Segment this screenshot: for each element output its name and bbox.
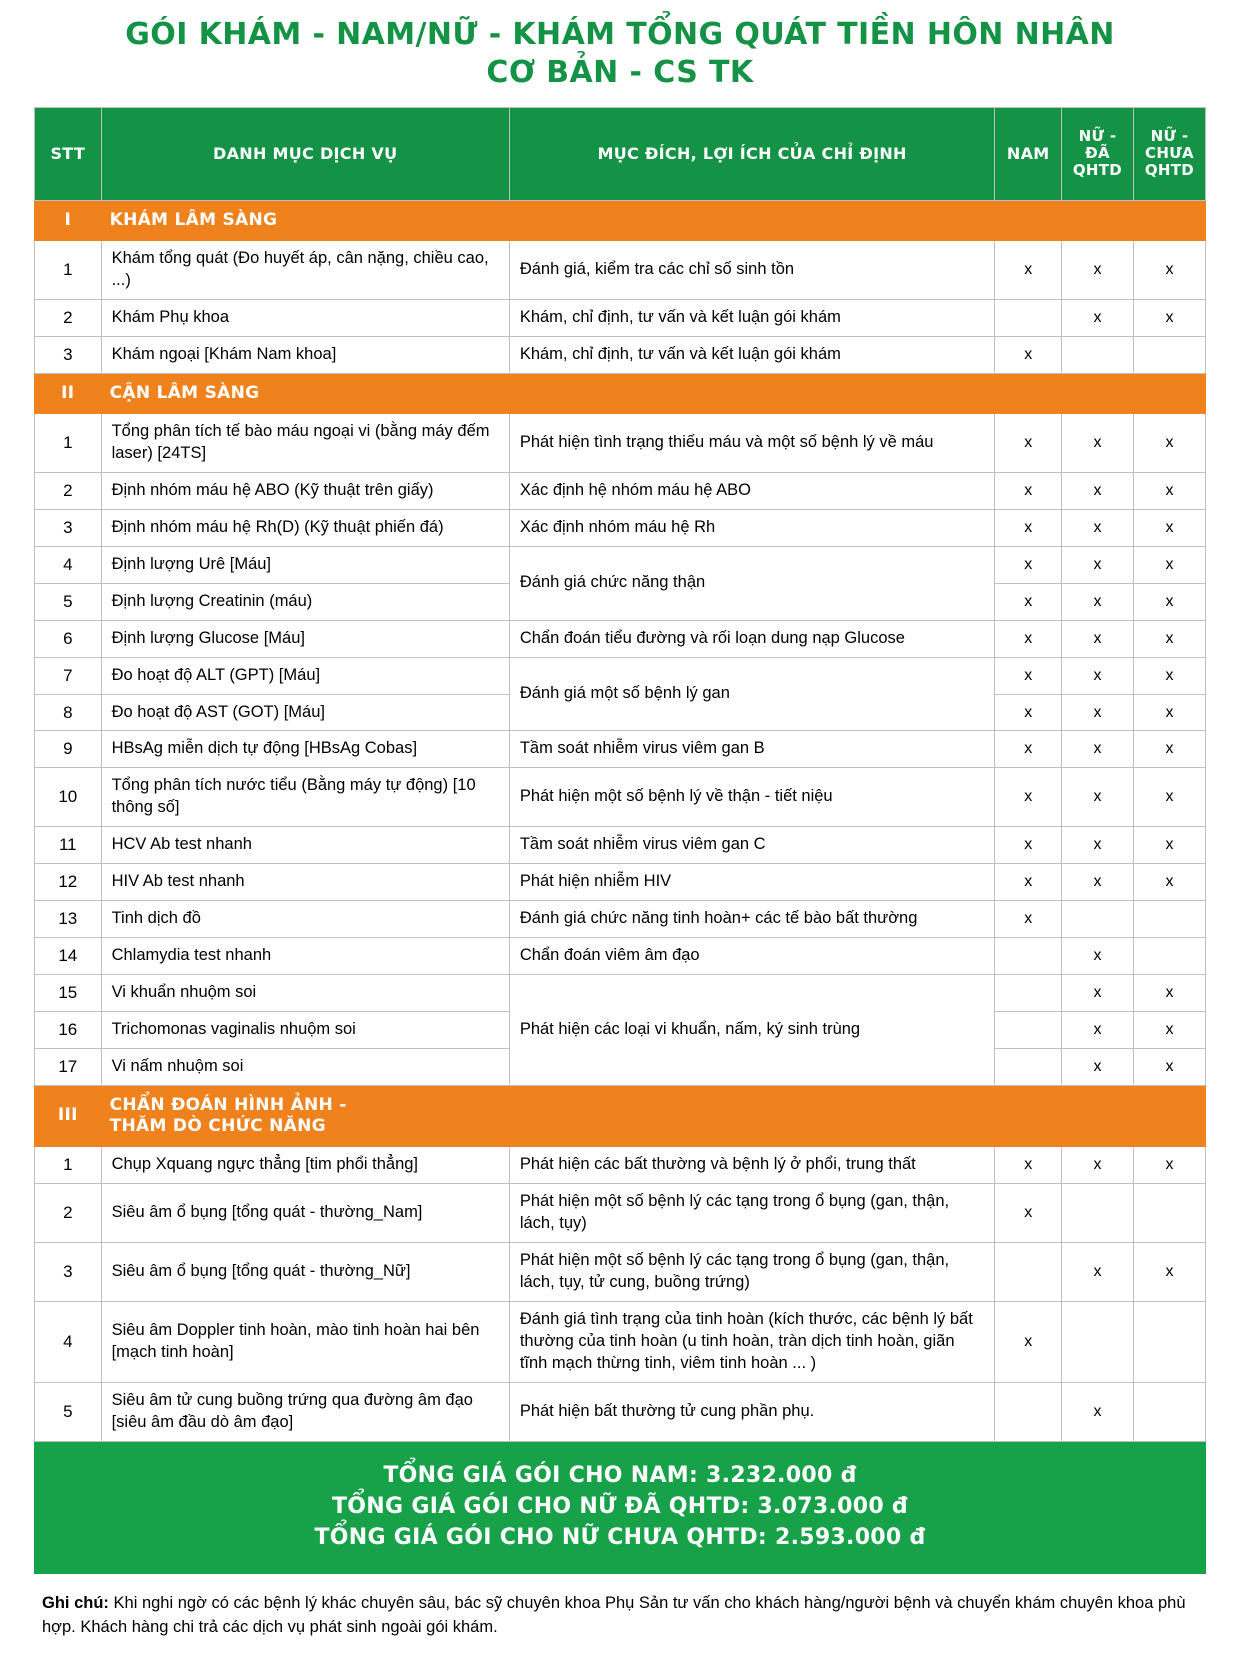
- footer-note-text: Khi nghi ngờ có các bệnh lý khác chuyên sâu, bác sỹ chuyên khoa Phụ Sản tư vấn cho khách hàng/người bệnh và chuyển khám chuyên khoa phù hợp. Khách hàng chi trả các dịch vụ phát sinh ngoài gói khám.: [42, 1594, 1186, 1636]
- page-title-line-1: GÓI KHÁM - NAM/NỮ - KHÁM TỔNG QUÁT TIỀN HÔN NHÂN: [125, 17, 1115, 52]
- service-name-cell: Tinh dịch đồ: [101, 901, 509, 938]
- mark-cell-nu-da-qhtd: x: [1062, 546, 1134, 583]
- mark-cell-nam: [995, 1048, 1062, 1085]
- section-number: I: [35, 200, 102, 240]
- table-body: [35, 200, 1206, 1441]
- section-filler-nu-chua: [1133, 1085, 1205, 1147]
- section-row: [35, 200, 1206, 240]
- row-index-cell: 4: [35, 546, 102, 583]
- mark-cell-nam: x: [995, 509, 1062, 546]
- footer-note: [0, 1574, 1240, 1659]
- table-row: [35, 1147, 1206, 1184]
- row-index-cell: 10: [35, 768, 102, 827]
- mark-cell-nu-da-qhtd: [1062, 1302, 1134, 1383]
- service-purpose-cell: Phát hiện một số bệnh lý các tạng trong ổ bụng (gan, thận, lách, tụy): [509, 1184, 995, 1243]
- col-header-nam: NAM: [995, 107, 1062, 200]
- mark-cell-nam: x: [995, 241, 1062, 300]
- service-name-cell: Định lượng Creatinin (máu): [101, 583, 509, 620]
- service-name-cell: HIV Ab test nhanh: [101, 864, 509, 901]
- mark-cell-nu-chua-qhtd: x: [1133, 1243, 1205, 1302]
- mark-cell-nu-da-qhtd: x: [1062, 509, 1134, 546]
- mark-cell-nu-chua-qhtd: x: [1133, 864, 1205, 901]
- service-name-cell: HBsAg miễn dịch tự động [HBsAg Cobas]: [101, 731, 509, 768]
- row-index-cell: 8: [35, 694, 102, 731]
- col-header-service: DANH MỤC DỊCH VỤ: [101, 107, 509, 200]
- service-name-cell: Vi khuẩn nhuộm soi: [101, 975, 509, 1012]
- row-index-cell: 14: [35, 938, 102, 975]
- row-index-cell: 13: [35, 901, 102, 938]
- section-label-line-2: THĂM DÒ CHỨC NĂNG: [109, 1116, 326, 1137]
- service-name-cell: Khám Phụ khoa: [101, 299, 509, 336]
- service-name-cell: Đo hoạt độ AST (GOT) [Máu]: [101, 694, 509, 731]
- section-label: [101, 1085, 509, 1147]
- mark-cell-nam: x: [995, 414, 1062, 473]
- mark-cell-nu-chua-qhtd: x: [1133, 241, 1205, 300]
- table-row: [35, 509, 1206, 546]
- mark-cell-nu-da-qhtd: x: [1062, 1011, 1134, 1048]
- service-purpose-cell: Đánh giá tình trạng của tinh hoàn (kích thước, các bệnh lý bất thường của tinh hoàn (u tinh hoàn, tràn dịch tinh hoàn, giãn tĩnh mạch thừng tinh, viêm tinh hoàn ... ): [509, 1302, 995, 1383]
- mark-cell-nu-chua-qhtd: [1133, 938, 1205, 975]
- mark-cell-nam: [995, 938, 1062, 975]
- table-row: [35, 731, 1206, 768]
- mark-cell-nam: x: [995, 1147, 1062, 1184]
- service-purpose-cell: Xác định nhóm máu hệ Rh: [509, 509, 995, 546]
- mark-cell-nu-da-qhtd: [1062, 336, 1134, 373]
- table-row: [35, 299, 1206, 336]
- row-index-cell: 12: [35, 864, 102, 901]
- service-purpose-cell: Chẩn đoán tiểu đường và rối loạn dung nạp Glucose: [509, 620, 995, 657]
- mark-cell-nu-da-qhtd: x: [1062, 864, 1134, 901]
- table-row: [35, 546, 1206, 583]
- col-header-stt: STT: [35, 107, 102, 200]
- table-row: [35, 241, 1206, 300]
- mark-cell-nu-da-qhtd: x: [1062, 975, 1134, 1012]
- service-purpose-cell: Phát hiện một số bệnh lý về thận - tiết niệu: [509, 768, 995, 827]
- mark-cell-nu-chua-qhtd: x: [1133, 546, 1205, 583]
- mark-cell-nu-chua-qhtd: [1133, 336, 1205, 373]
- service-purpose-cell: Đánh giá, kiểm tra các chỉ số sinh tồn: [509, 241, 995, 300]
- mark-cell-nu-da-qhtd: x: [1062, 620, 1134, 657]
- service-purpose-cell: Phát hiện một số bệnh lý các tạng trong ổ bụng (gan, thận, lách, tụy, tử cung, buồng trứng): [509, 1243, 995, 1302]
- row-index-cell: 1: [35, 1147, 102, 1184]
- mark-cell-nam: x: [995, 546, 1062, 583]
- col-header-nu-da-qhtd: NỮ - ĐÃ QHTD: [1062, 107, 1134, 200]
- table-row: [35, 1243, 1206, 1302]
- mark-cell-nu-da-qhtd: x: [1062, 299, 1134, 336]
- table-row: [35, 901, 1206, 938]
- table-row: [35, 657, 1206, 694]
- mark-cell-nu-da-qhtd: x: [1062, 694, 1134, 731]
- table-row: [35, 827, 1206, 864]
- mark-cell-nu-da-qhtd: x: [1062, 768, 1134, 827]
- table-row: [35, 472, 1206, 509]
- service-purpose-cell: Khám, chỉ định, tư vấn và kết luận gói khám: [509, 336, 995, 373]
- mark-cell-nu-chua-qhtd: x: [1133, 620, 1205, 657]
- section-filler-purpose: [509, 373, 995, 413]
- mark-cell-nu-chua-qhtd: [1133, 1302, 1205, 1383]
- table-row: [35, 1382, 1206, 1441]
- table-row: [35, 864, 1206, 901]
- section-filler-nu-chua: [1133, 373, 1205, 413]
- table-row: [35, 768, 1206, 827]
- totals-panel: [34, 1442, 1206, 1575]
- service-name-cell: Chụp Xquang ngực thẳng [tim phổi thẳng]: [101, 1147, 509, 1184]
- mark-cell-nu-da-qhtd: x: [1062, 472, 1134, 509]
- service-purpose-cell: Phát hiện tình trạng thiếu máu và một số bệnh lý về máu: [509, 414, 995, 473]
- mark-cell-nu-chua-qhtd: x: [1133, 657, 1205, 694]
- page-title-line-2: CƠ BẢN - CS TK: [486, 55, 754, 91]
- service-purpose-cell: Đánh giá chức năng thận: [509, 546, 995, 620]
- mark-cell-nu-chua-qhtd: x: [1133, 827, 1205, 864]
- service-name-cell: Tổng phân tích nước tiểu (Bằng máy tự động) [10 thông số]: [101, 768, 509, 827]
- section-number: III: [35, 1085, 102, 1147]
- row-index-cell: 3: [35, 336, 102, 373]
- table-row: [35, 975, 1206, 1012]
- table-row: [35, 620, 1206, 657]
- service-purpose-cell: Tầm soát nhiễm virus viêm gan B: [509, 731, 995, 768]
- footer-note-label: Ghi chú:: [42, 1594, 109, 1613]
- service-name-cell: Đo hoạt độ ALT (GPT) [Máu]: [101, 657, 509, 694]
- row-index-cell: 3: [35, 1243, 102, 1302]
- mark-cell-nu-chua-qhtd: x: [1133, 472, 1205, 509]
- mark-cell-nu-da-qhtd: x: [1062, 1048, 1134, 1085]
- mark-cell-nu-da-qhtd: x: [1062, 1147, 1134, 1184]
- service-name-cell: Vi nấm nhuộm soi: [101, 1048, 509, 1085]
- mark-cell-nu-chua-qhtd: x: [1133, 414, 1205, 473]
- section-filler-nu-da: [1062, 200, 1134, 240]
- mark-cell-nu-chua-qhtd: x: [1133, 509, 1205, 546]
- section-filler-nu-da: [1062, 373, 1134, 413]
- row-index-cell: 1: [35, 414, 102, 473]
- mark-cell-nu-chua-qhtd: x: [1133, 1011, 1205, 1048]
- section-label-line-1: CHẨN ĐOÁN HÌNH ẢNH -: [109, 1094, 347, 1115]
- service-purpose-cell: Phát hiện nhiễm HIV: [509, 864, 995, 901]
- service-name-cell: Siêu âm ổ bụng [tổng quát - thường_Nữ]: [101, 1243, 509, 1302]
- mark-cell-nu-chua-qhtd: x: [1133, 975, 1205, 1012]
- mark-cell-nam: x: [995, 901, 1062, 938]
- mark-cell-nu-da-qhtd: x: [1062, 414, 1134, 473]
- mark-cell-nu-chua-qhtd: [1133, 1382, 1205, 1441]
- table-row: [35, 336, 1206, 373]
- row-index-cell: 15: [35, 975, 102, 1012]
- section-label: CẬN LÂM SÀNG: [101, 373, 509, 413]
- row-index-cell: 3: [35, 509, 102, 546]
- mark-cell-nu-chua-qhtd: [1133, 901, 1205, 938]
- service-name-cell: Khám tổng quát (Đo huyết áp, cân nặng, chiều cao, ...): [101, 241, 509, 300]
- row-index-cell: 6: [35, 620, 102, 657]
- row-index-cell: 7: [35, 657, 102, 694]
- total-price-nam: TỔNG GIÁ GÓI CHO NAM: 3.232.000 đ: [383, 1462, 857, 1488]
- service-name-cell: HCV Ab test nhanh: [101, 827, 509, 864]
- service-name-cell: Siêu âm tử cung buồng trứng qua đường âm đạo [siêu âm đầu dò âm đạo]: [101, 1382, 509, 1441]
- mark-cell-nam: x: [995, 472, 1062, 509]
- col-header-nu-chua-qhtd: NỮ - CHƯA QHTD: [1133, 107, 1205, 200]
- service-purpose-cell: Phát hiện các loại vi khuẩn, nấm, ký sinh trùng: [509, 975, 995, 1086]
- row-index-cell: 17: [35, 1048, 102, 1085]
- mark-cell-nu-da-qhtd: [1062, 901, 1134, 938]
- col-header-purpose: MỤC ĐÍCH, LỢI ÍCH CỦA CHỈ ĐỊNH: [509, 107, 995, 200]
- mark-cell-nu-chua-qhtd: x: [1133, 731, 1205, 768]
- service-name-cell: Định lượng Urê [Máu]: [101, 546, 509, 583]
- service-purpose-cell: Chẩn đoán viêm âm đạo: [509, 938, 995, 975]
- mark-cell-nu-chua-qhtd: x: [1133, 583, 1205, 620]
- table-row: [35, 938, 1206, 975]
- section-filler-purpose: [509, 200, 995, 240]
- page-title: [0, 0, 1240, 107]
- mark-cell-nam: [995, 1011, 1062, 1048]
- total-price-nu-chua-qhtd: TỔNG GIÁ GÓI CHO NỮ CHƯA QHTD: 2.593.000 đ: [314, 1525, 926, 1551]
- row-index-cell: 9: [35, 731, 102, 768]
- service-table-wrap: [0, 107, 1240, 1442]
- mark-cell-nu-da-qhtd: x: [1062, 827, 1134, 864]
- service-purpose-cell: Phát hiện bất thường tử cung phần phụ.: [509, 1382, 995, 1441]
- mark-cell-nu-da-qhtd: x: [1062, 583, 1134, 620]
- total-price-nu-da-qhtd: TỔNG GIÁ GÓI CHO NỮ ĐÃ QHTD: 3.073.000 đ: [332, 1493, 908, 1519]
- service-name-cell: Chlamydia test nhanh: [101, 938, 509, 975]
- mark-cell-nu-chua-qhtd: x: [1133, 768, 1205, 827]
- section-row: [35, 1085, 1206, 1147]
- service-name-cell: Khám ngoại [Khám Nam khoa]: [101, 336, 509, 373]
- table-header-row: [35, 107, 1206, 200]
- mark-cell-nu-da-qhtd: x: [1062, 938, 1134, 975]
- mark-cell-nu-chua-qhtd: x: [1133, 694, 1205, 731]
- row-index-cell: 5: [35, 583, 102, 620]
- mark-cell-nam: x: [995, 336, 1062, 373]
- row-index-cell: 2: [35, 1184, 102, 1243]
- service-purpose-cell: Đánh giá chức năng tinh hoàn+ các tế bào bất thường: [509, 901, 995, 938]
- mark-cell-nu-da-qhtd: x: [1062, 657, 1134, 694]
- service-name-cell: Định nhóm máu hệ ABO (Kỹ thuật trên giấy): [101, 472, 509, 509]
- section-filler-nam: [995, 1085, 1062, 1147]
- table-row: [35, 1184, 1206, 1243]
- table-row: [35, 1302, 1206, 1383]
- mark-cell-nam: [995, 299, 1062, 336]
- row-index-cell: 16: [35, 1011, 102, 1048]
- row-index-cell: 2: [35, 299, 102, 336]
- service-name-cell: Trichomonas vaginalis nhuộm soi: [101, 1011, 509, 1048]
- mark-cell-nam: x: [995, 768, 1062, 827]
- row-index-cell: 11: [35, 827, 102, 864]
- section-filler-nam: [995, 373, 1062, 413]
- service-name-cell: Định nhóm máu hệ Rh(D) (Kỹ thuật phiến đá): [101, 509, 509, 546]
- section-filler-nam: [995, 200, 1062, 240]
- row-index-cell: 2: [35, 472, 102, 509]
- service-purpose-cell: Xác định hệ nhóm máu hệ ABO: [509, 472, 995, 509]
- mark-cell-nu-chua-qhtd: x: [1133, 1147, 1205, 1184]
- service-table: [34, 107, 1206, 1442]
- mark-cell-nam: x: [995, 1302, 1062, 1383]
- service-name-cell: Siêu âm Doppler tinh hoàn, mào tinh hoàn hai bên [mạch tinh hoàn]: [101, 1302, 509, 1383]
- mark-cell-nam: x: [995, 694, 1062, 731]
- mark-cell-nam: x: [995, 583, 1062, 620]
- section-filler-nu-da: [1062, 1085, 1134, 1147]
- mark-cell-nam: x: [995, 731, 1062, 768]
- service-purpose-cell: Tầm soát nhiễm virus viêm gan C: [509, 827, 995, 864]
- mark-cell-nu-da-qhtd: x: [1062, 1382, 1134, 1441]
- service-purpose-cell: Phát hiện các bất thường và bệnh lý ở phổi, trung thất: [509, 1147, 995, 1184]
- section-row: [35, 373, 1206, 413]
- row-index-cell: 5: [35, 1382, 102, 1441]
- service-purpose-cell: Đánh giá một số bệnh lý gan: [509, 657, 995, 731]
- mark-cell-nam: [995, 1243, 1062, 1302]
- section-filler-purpose: [509, 1085, 995, 1147]
- row-index-cell: 1: [35, 241, 102, 300]
- mark-cell-nam: x: [995, 1184, 1062, 1243]
- service-purpose-cell: Khám, chỉ định, tư vấn và kết luận gói khám: [509, 299, 995, 336]
- row-index-cell: 4: [35, 1302, 102, 1383]
- mark-cell-nu-da-qhtd: x: [1062, 731, 1134, 768]
- mark-cell-nu-chua-qhtd: x: [1133, 1048, 1205, 1085]
- mark-cell-nam: x: [995, 657, 1062, 694]
- service-name-cell: Định lượng Glucose [Máu]: [101, 620, 509, 657]
- service-name-cell: Tổng phân tích tế bào máu ngoại vi (bằng máy đếm laser) [24TS]: [101, 414, 509, 473]
- mark-cell-nam: [995, 975, 1062, 1012]
- mark-cell-nam: x: [995, 620, 1062, 657]
- section-label: KHÁM LÂM SÀNG: [101, 200, 509, 240]
- mark-cell-nu-da-qhtd: x: [1062, 241, 1134, 300]
- table-row: [35, 414, 1206, 473]
- mark-cell-nu-chua-qhtd: [1133, 1184, 1205, 1243]
- table-header: [35, 107, 1206, 200]
- mark-cell-nu-da-qhtd: [1062, 1184, 1134, 1243]
- section-filler-nu-chua: [1133, 200, 1205, 240]
- mark-cell-nam: x: [995, 827, 1062, 864]
- service-name-cell: Siêu âm ổ bụng [tổng quát - thường_Nam]: [101, 1184, 509, 1243]
- section-number: II: [35, 373, 102, 413]
- mark-cell-nu-da-qhtd: x: [1062, 1243, 1134, 1302]
- mark-cell-nu-chua-qhtd: x: [1133, 299, 1205, 336]
- mark-cell-nam: x: [995, 864, 1062, 901]
- mark-cell-nam: [995, 1382, 1062, 1441]
